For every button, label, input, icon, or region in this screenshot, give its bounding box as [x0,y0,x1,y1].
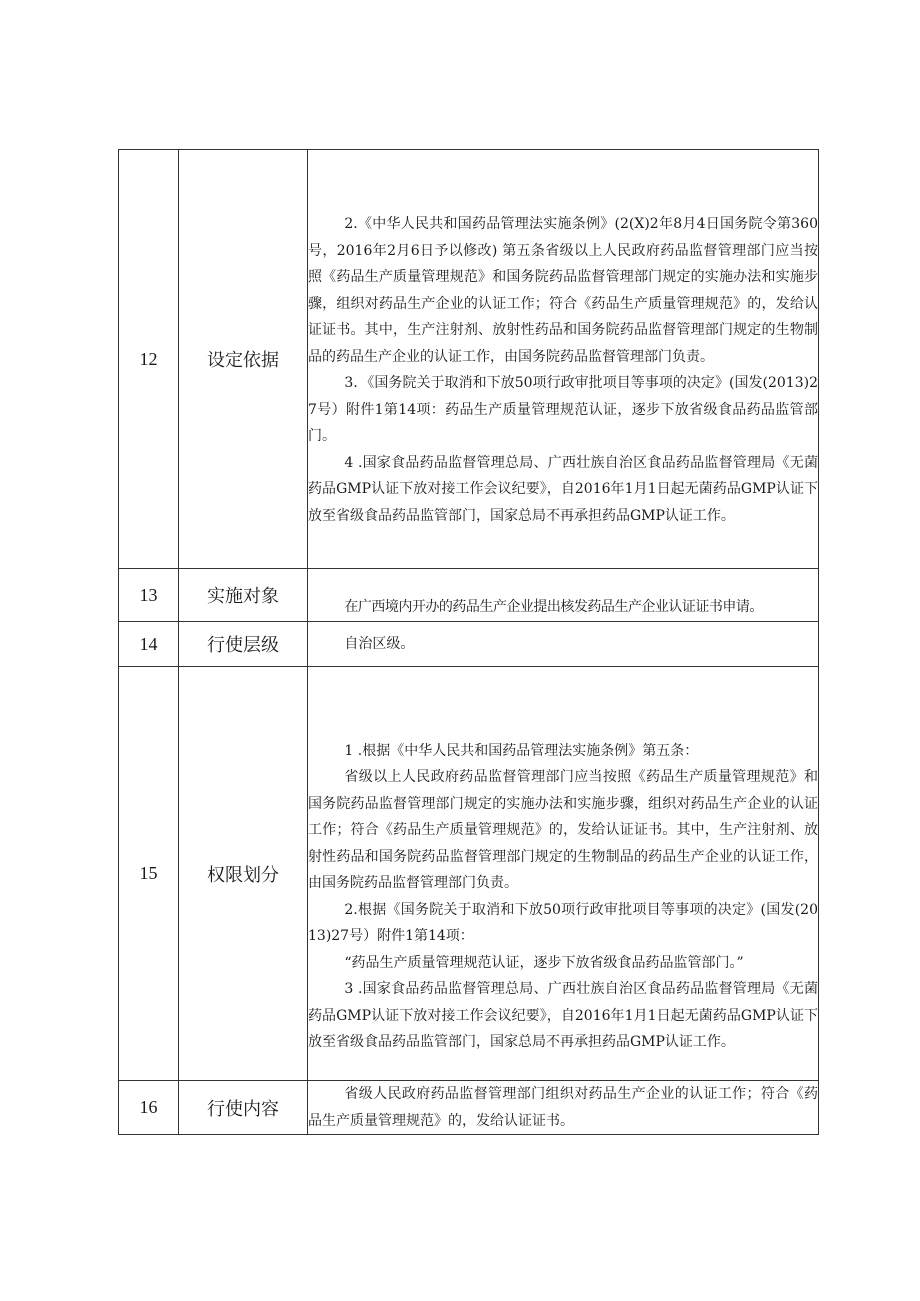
table-row [119,569,819,622]
row-label: 行使内容 [179,1081,308,1135]
document-table [118,149,819,1135]
row-content [308,569,819,622]
row-number: 15 [119,667,179,1081]
paragraph: 2.根据《国务院关于取消和下放50项行政审批项目等事项的决定》(国发(2013)27号）附件1第14项： [308,901,818,944]
paragraph: “药品生产质量管理规范认证，逐步下放省级食品药品监管部门。” [344,954,744,971]
row-label: 实施对象 [179,569,308,622]
paragraph: 4 .国家食品药品监督管理总局、广西壮族自治区食品药品监督管理局《无菌药品GMP认证下放对接工作会议纪要》，自2016年1月1日起无菌药品GMP认证下放至省级食品药品监管部门，国家总局不再承担药品GMP认证工作。 [308,454,818,524]
table-row [119,1081,819,1135]
paragraph: 省级以上人民政府药品监督管理部门应当按照《药品生产质量管理规范》和国务院药品监督管理部门规定的实施办法和实施步骤，组织对药品生产企业的认证工作；符合《药品生产质量管理规范》的，发给认证证书。其中，生产注射剂、放射性药品和国务院药品监督管理部门规定的生物制品的药品生产企业的认证工作，由国务院药品监督管理部门负责。 [308,769,818,891]
paragraph: 2.《中华人民共和国药品管理法实施条例》(2(X)2年8月4日国务院令第360号，2016年2月6日予以修改) 第五条省级以上人民政府药品监督管理部门应当按照《药品生产质量管理规范》和国务院药品监督管理部门规定的实施办法和实施步骤，组织对药品生产企业的认证工作；符合《药品生产质量管理规范》的，发给认证证书。其中，生产注射剂、放射性药品和国务院药品监督管理部门规定的生物制品的药品生产企业的认证工作，由国务院药品监督管理部门负责。 [308,216,818,365]
row-number: 16 [119,1081,179,1135]
row-label: 权限划分 [179,667,308,1081]
row-number: 13 [119,569,179,622]
row-content [308,667,819,1081]
paragraph: 1 .根据《中华人民共和国药品管理法实施条例》第五条： [344,742,699,759]
table-row [119,622,819,667]
table-row [119,667,819,1081]
paragraph: 3．《国务院关于取消和下放50项行政审批项目等事项的决定》(国发(2013)27号）附件1第14项：药品生产质量管理规范认证，逐步下放省级食品药品监管部门。 [308,375,818,444]
row-label: 设定依据 [179,150,308,569]
row-content [308,1081,819,1135]
row-content [308,150,819,569]
row-content [308,622,819,667]
paragraph: 3 .国家食品药品监督管理总局、广西壮族自治区食品药品监督管理局《无菌药品GMP认证下放对接工作会议纪要》，自2016年1月1日起无菌药品GMP认证下放至省级食品药品监管部门，国家总局不再承担药品GMP认证工作。 [308,981,818,1050]
table-row [119,150,819,569]
paragraph: 在广西境内开办的药品生产企业提出核发药品生产企业认证证书申请。 [344,598,763,615]
paragraph: 省级人民政府药品监督管理部门组织对药品生产企业的认证工作；符合《药品生产质量管理规范》的，发给认证证书。 [308,1086,818,1129]
row-label: 行使层级 [179,622,308,667]
row-number: 14 [119,622,179,667]
row-number: 12 [119,150,179,569]
paragraph: 自治区级。 [344,635,415,652]
